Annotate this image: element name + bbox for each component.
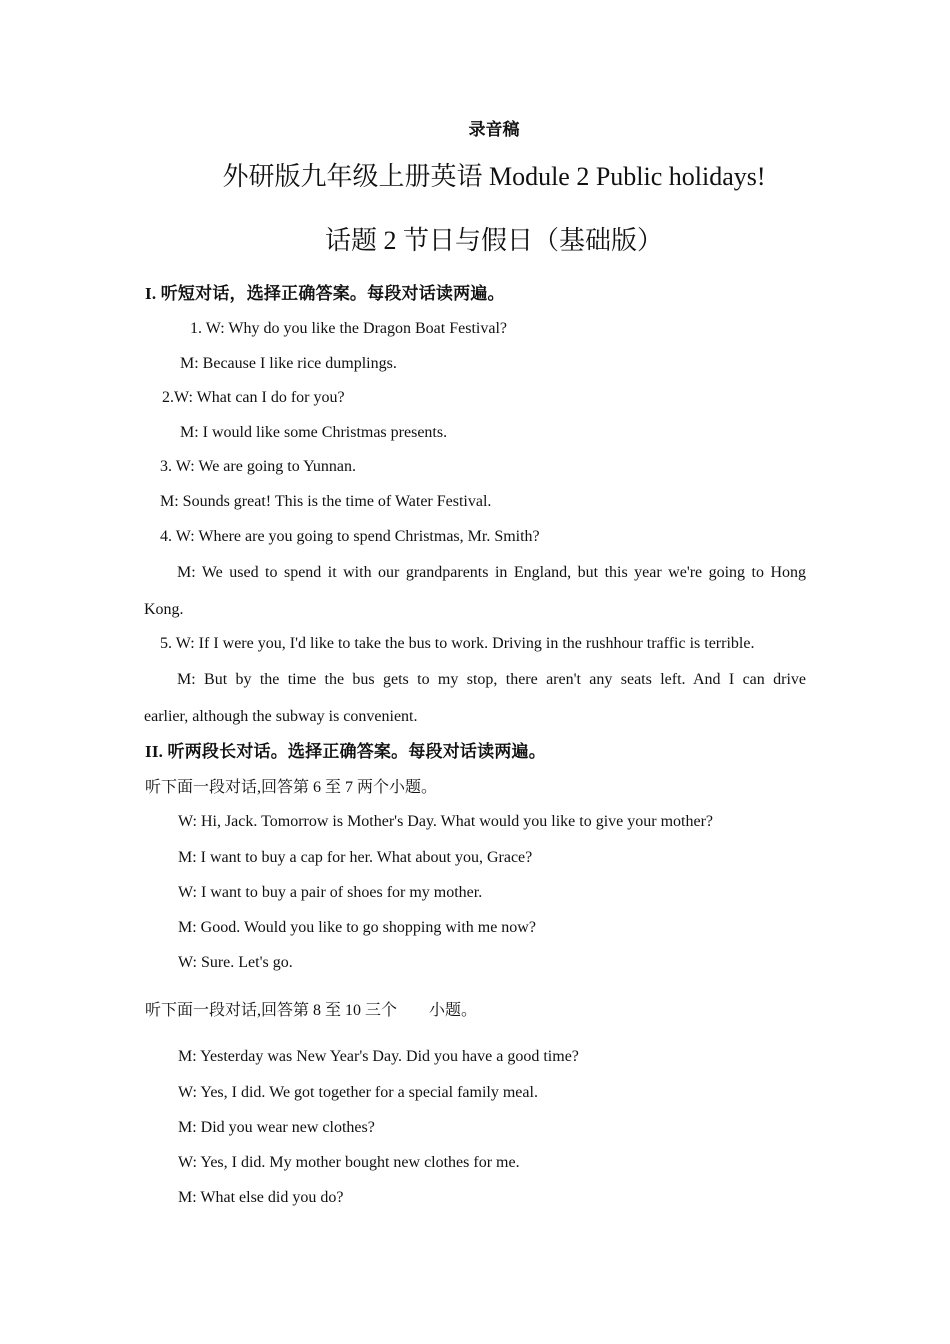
part1-line: M: Sounds great! This is the time of Water Festival. <box>160 493 492 510</box>
dialog1-line: M: Good. Would you like to go shopping with me now? <box>178 919 536 936</box>
part1-line: 2.W: What can I do for you? <box>162 389 345 406</box>
dialog2-line: M: Yesterday was New Year's Day. Did you have a good time? <box>178 1048 579 1065</box>
dialog2-line: M: Did you wear new clothes? <box>178 1119 375 1136</box>
dialog1-line: W: Hi, Jack. Tomorrow is Mother's Day. What would you like to give your mother? <box>178 813 713 830</box>
dialog1-line: W: Sure. Let's go. <box>178 954 293 971</box>
document-subtitle: 话题 2 节日与假日（基础版） <box>324 226 663 255</box>
part1-line: Kong. <box>144 601 184 618</box>
part1-line: 3. W: We are going to Yunnan. <box>160 458 357 475</box>
dialog1-line: M: I want to buy a cap for her. What about you, Grace? <box>178 849 533 866</box>
dialog1-line: W: I want to buy a pair of shoes for my mother. <box>178 884 483 901</box>
part1-line: M: I would like some Christmas presents. <box>180 424 448 441</box>
part1-line: 5. W: If I were you, I'd like to take the bus to work. Driving in the rushhour traffic is terrible. <box>160 635 755 652</box>
dialog2-intro: 听下面一段对话,回答第 8 至 10 三个 小题。 <box>145 1002 478 1019</box>
part1-heading: I. 听短对话，选择正确答案。每段对话读两遍。 <box>145 284 505 303</box>
dialog1-intro: 听下面一段对话,回答第 6 至 7 两个小题。 <box>145 779 438 796</box>
part1-line: M: But by the time the bus gets to my stop, there aren't any seats left. And I can drive <box>177 671 806 688</box>
part1-line: 1. W: Why do you like the Dragon Boat Festival? <box>190 320 507 337</box>
part1-line: 4. W: Where are you going to spend Christmas, Mr. Smith? <box>160 528 540 545</box>
document-title: 外研版九年级上册英语 Module 2 Public holidays! <box>222 162 766 191</box>
dialog2-line: W: Yes, I did. My mother bought new clothes for me. <box>178 1154 520 1171</box>
part1-line: M: Because I like rice dumplings. <box>180 355 397 372</box>
part1-line: earlier, although the subway is convenient. <box>144 708 418 725</box>
part1-line: M: We used to spend it with our grandparents in England, but this year we're going to Hong <box>177 564 806 581</box>
dialog2-line: M: What else did you do? <box>178 1189 344 1206</box>
document-label: 录音稿 <box>468 120 520 139</box>
part2-heading: II. 听两段长对话。选择正确答案。每段对话读两遍。 <box>145 742 546 761</box>
dialog2-line: W: Yes, I did. We got together for a special family meal. <box>178 1084 538 1101</box>
